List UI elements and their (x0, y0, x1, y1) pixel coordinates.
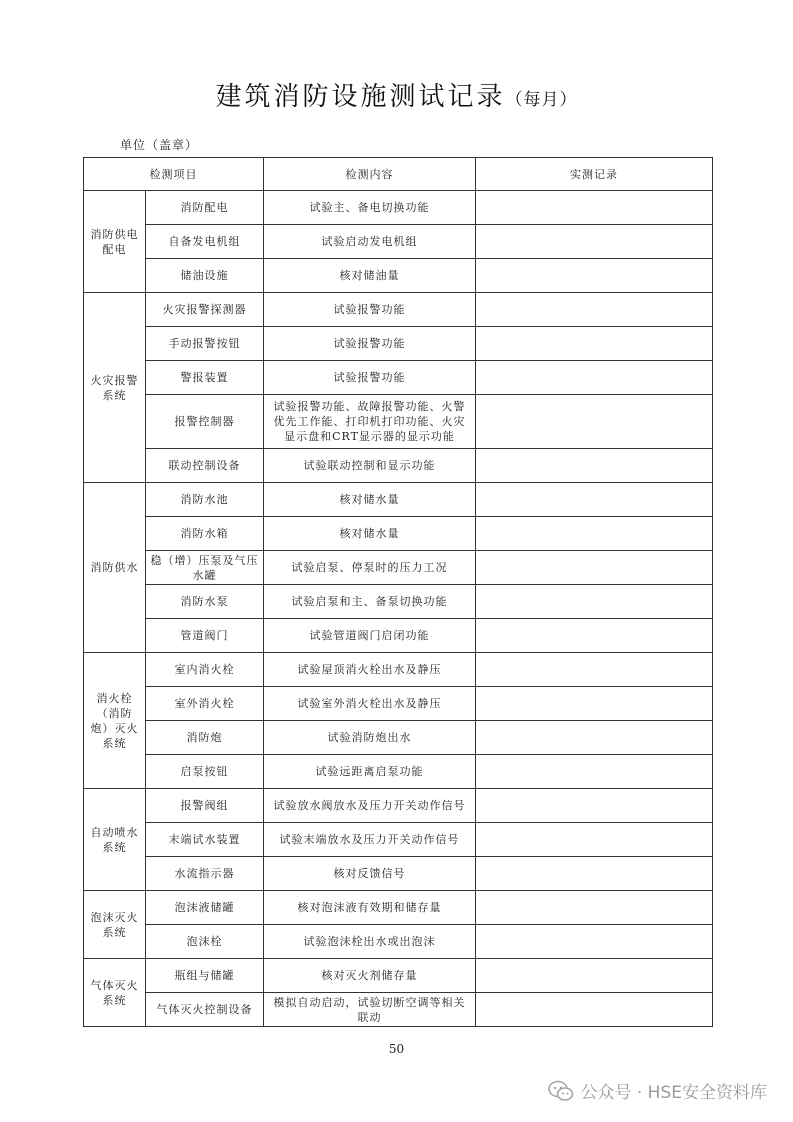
category-cell: 消防供水 (84, 483, 146, 653)
table-row (84, 327, 713, 361)
record-cell[interactable] (476, 687, 713, 721)
table-row (84, 823, 713, 857)
table-row (84, 789, 713, 823)
item-cell: 末端试水装置 (146, 823, 264, 857)
title-suffix: （每月） (505, 90, 578, 110)
content-cell: 核对储水量 (264, 483, 476, 517)
record-cell[interactable] (476, 517, 713, 551)
record-cell[interactable] (476, 361, 713, 395)
record-cell[interactable] (476, 225, 713, 259)
category-cell: 消防供电 配电 (84, 191, 146, 293)
record-cell[interactable] (476, 857, 713, 891)
header-item: 检测项目 (84, 158, 264, 191)
record-table (83, 157, 713, 1027)
content-cell: 试验远距离启泵功能 (264, 755, 476, 789)
item-cell: 消防水箱 (146, 517, 264, 551)
record-cell[interactable] (476, 551, 713, 585)
content-cell: 核对储水量 (264, 517, 476, 551)
record-cell[interactable] (476, 925, 713, 959)
category-cell: 自动喷水系统 (84, 789, 146, 891)
content-cell: 试验启动发电机组 (264, 225, 476, 259)
record-cell[interactable] (476, 191, 713, 225)
record-cell[interactable] (476, 653, 713, 687)
content-cell: 试验启泵和主、备泵切换功能 (264, 585, 476, 619)
table-row (84, 483, 713, 517)
content-cell: 试验主、备电切换功能 (264, 191, 476, 225)
record-cell[interactable] (476, 993, 713, 1027)
item-cell: 报警阀组 (146, 789, 264, 823)
item-cell: 室内消火栓 (146, 653, 264, 687)
table-row (84, 517, 713, 551)
item-cell: 气体灭火控制设备 (146, 993, 264, 1027)
content-cell: 试验消防炮出水 (264, 721, 476, 755)
table-row (84, 259, 713, 293)
item-cell: 稳（增）压泵及气压水罐 (146, 551, 264, 585)
table-row (84, 225, 713, 259)
record-cell[interactable] (476, 449, 713, 483)
item-cell: 水流指示器 (146, 857, 264, 891)
content-cell: 模拟自动启动，试验切断空调等相关联动 (264, 993, 476, 1027)
record-cell[interactable] (476, 483, 713, 517)
record-cell[interactable] (476, 755, 713, 789)
content-cell: 试验报警功能、故障报警功能、火警优先工作能、打印机打印功能、火灾显示盘和CRT显示器的显示功能 (264, 395, 476, 449)
item-cell: 储油设施 (146, 259, 264, 293)
content-cell: 试验启泵、停泵时的压力工况 (264, 551, 476, 585)
item-cell: 自备发电机组 (146, 225, 264, 259)
table-body (84, 191, 713, 1027)
item-cell: 泡沫栓 (146, 925, 264, 959)
title-main: 建筑消防设施测试记录 (215, 82, 506, 112)
item-cell: 警报装置 (146, 361, 264, 395)
record-cell[interactable] (476, 585, 713, 619)
record-cell[interactable] (476, 721, 713, 755)
page-title (0, 76, 793, 113)
record-cell[interactable] (476, 293, 713, 327)
record-cell[interactable] (476, 959, 713, 993)
item-cell: 瓶组与储罐 (146, 959, 264, 993)
item-cell: 消防水池 (146, 483, 264, 517)
header-content: 检测内容 (264, 158, 476, 191)
record-cell[interactable] (476, 789, 713, 823)
record-cell[interactable] (476, 259, 713, 293)
item-cell: 报警控制器 (146, 395, 264, 449)
table-row (84, 191, 713, 225)
table-row (84, 585, 713, 619)
content-cell: 核对灭火剂储存量 (264, 959, 476, 993)
table-row (84, 721, 713, 755)
watermark-text: 公众号 · HSE安全资料库 (580, 1083, 767, 1103)
item-cell: 管道阀门 (146, 619, 264, 653)
content-cell: 核对泡沫液有效期和储存量 (264, 891, 476, 925)
category-cell: 消火栓（消防炮）灭火系统 (84, 653, 146, 789)
table-row (84, 687, 713, 721)
page-number: 50 (388, 1042, 405, 1056)
content-cell: 试验屋顶消火栓出水及静压 (264, 653, 476, 687)
table-row (84, 891, 713, 925)
item-cell: 消防配电 (146, 191, 264, 225)
item-cell: 消防炮 (146, 721, 264, 755)
content-cell: 试验联动控制和显示功能 (264, 449, 476, 483)
wechat-icon (548, 1080, 574, 1102)
watermark (548, 1078, 767, 1103)
table-row (84, 653, 713, 687)
table-row (84, 551, 713, 585)
category-cell: 火灾报警系统 (84, 293, 146, 483)
item-cell: 泡沫液储罐 (146, 891, 264, 925)
table-row (84, 293, 713, 327)
content-cell: 核对反馈信号 (264, 857, 476, 891)
table-row (84, 993, 713, 1027)
table-row (84, 619, 713, 653)
content-cell: 试验报警功能 (264, 293, 476, 327)
table-row (84, 857, 713, 891)
header-record: 实测记录 (476, 158, 713, 191)
record-cell[interactable] (476, 395, 713, 449)
table-header-row (84, 158, 713, 191)
record-cell[interactable] (476, 619, 713, 653)
item-cell: 手动报警按钮 (146, 327, 264, 361)
table-row (84, 395, 713, 449)
item-cell: 室外消火栓 (146, 687, 264, 721)
content-cell: 试验报警功能 (264, 361, 476, 395)
content-cell: 试验报警功能 (264, 327, 476, 361)
content-cell: 试验室外消火栓出水及静压 (264, 687, 476, 721)
item-cell: 消防水泵 (146, 585, 264, 619)
content-cell: 核对储油量 (264, 259, 476, 293)
content-cell: 试验放水阀放水及压力开关动作信号 (264, 789, 476, 823)
item-cell: 启泵按钮 (146, 755, 264, 789)
category-cell: 泡沫灭火系统 (84, 891, 146, 959)
table-row (84, 959, 713, 993)
item-cell: 联动控制设备 (146, 449, 264, 483)
table-row (84, 755, 713, 789)
content-cell: 试验泡沫栓出水或出泡沫 (264, 925, 476, 959)
content-cell: 试验末端放水及压力开关动作信号 (264, 823, 476, 857)
record-cell[interactable] (476, 891, 713, 925)
table-row (84, 361, 713, 395)
category-cell: 气体灭火系统 (84, 959, 146, 1027)
unit-label: 单位（盖章） (120, 138, 199, 152)
table-row (84, 449, 713, 483)
content-cell: 试验管道阀门启闭功能 (264, 619, 476, 653)
item-cell: 火灾报警探测器 (146, 293, 264, 327)
record-cell[interactable] (476, 327, 713, 361)
table-row (84, 925, 713, 959)
record-cell[interactable] (476, 823, 713, 857)
